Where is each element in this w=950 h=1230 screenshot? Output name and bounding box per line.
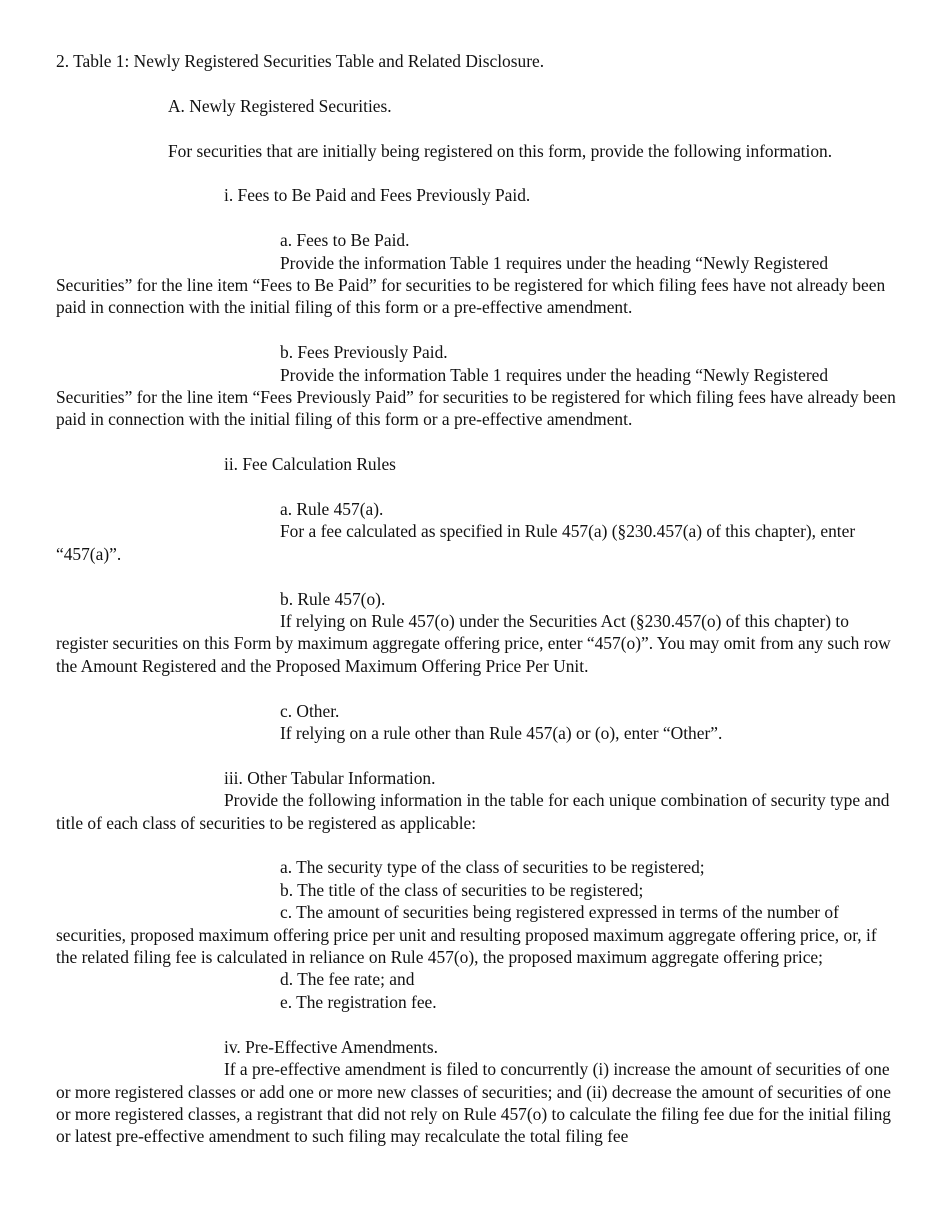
subsection-a-intro: For securities that are initially being registered on this form, provide the following information. (168, 140, 833, 161)
part-i-title: i. Fees to Be Paid and Fees Previously Paid. (224, 185, 531, 206)
part-iii-item-e: e. The registration fee. (280, 991, 437, 1012)
part-ii-b-text: If relying on Rule 457(o) under the Securities Act (§230.457(o) of this chapter) to register securities on this Form by maximum aggregate offering price, enter “457(o)”. You may omit from any such row the Amount Registered and the Proposed Maximum Offering Price Per Unit. (56, 611, 891, 676)
part-iii-title: iii. Other Tabular Information. (224, 767, 436, 788)
part-iv-text: If a pre-effective amendment is filed to concurrently (i) increase the amount of securities of one or more registered classes or add one or more new classes of securities; and (ii) decrease the amount of securities of one or more registered classes, a registrant that did not rely on Rule 457(o) to calculate the filing fee due for the initial filing or latest pre-effective amendment to such filing may recalculate the total filing fee (56, 1059, 891, 1147)
subsection-a-title: A. Newly Registered Securities. (168, 95, 392, 116)
part-ii-a-text: For a fee calculated as specified in Rule 457(a) (§230.457(a) of this chapter), enter “457(a)”. (56, 521, 856, 564)
part-i-b-title: b. Fees Previously Paid. (280, 342, 448, 363)
part-i-b-text: Provide the information Table 1 requires under the heading “Newly Registered Securities” for the line item “Fees Previously Paid” for securities to be registered for which filing fees have already been paid in connection with the initial filing of this form or a pre-effective amendment. (56, 364, 896, 430)
part-iii-item-b: b. The title of the class of securities to be registered; (280, 879, 644, 900)
part-ii-title: ii. Fee Calculation Rules (224, 454, 396, 475)
part-iii-item-a: a. The security type of the class of securities to be registered; (280, 857, 705, 878)
part-ii-a-title: a. Rule 457(a). (280, 499, 384, 520)
part-iii-item-c: c. The amount of securities being registered expressed in terms of the number of securities, proposed maximum offering price per unit and resulting proposed maximum aggregate offering price, or, if the related filing fee is calculated in reliance on Rule 457(o), the proposed maximum aggregate offering price; (56, 902, 877, 968)
document-body (56, 50, 896, 1148)
part-ii-c-text: If relying on a rule other than Rule 457(a) or (o), enter “Other”. (280, 723, 723, 744)
part-ii-b-title: b. Rule 457(o). (280, 588, 386, 609)
part-iii-intro: Provide the following information in the table for each unique combination of security type and title of each class of securities to be registered as applicable: (56, 790, 890, 833)
part-i-a-title: a. Fees to Be Paid. (280, 230, 410, 251)
part-i-a-text: Provide the information Table 1 requires under the heading “Newly Registered Securities” for the line item “Fees to Be Paid” for securities to be registered for which filing fees have not already been paid in connection with the initial filing of this form or a pre-effective amendment. (56, 252, 886, 318)
part-iii-item-d: d. The fee rate; and (280, 969, 415, 990)
part-iv-title: iv. Pre-Effective Amendments. (224, 1036, 438, 1057)
part-ii-c-title: c. Other. (280, 700, 340, 721)
section-heading: 2. Table 1: Newly Registered Securities Table and Related Disclosure. (56, 51, 545, 71)
